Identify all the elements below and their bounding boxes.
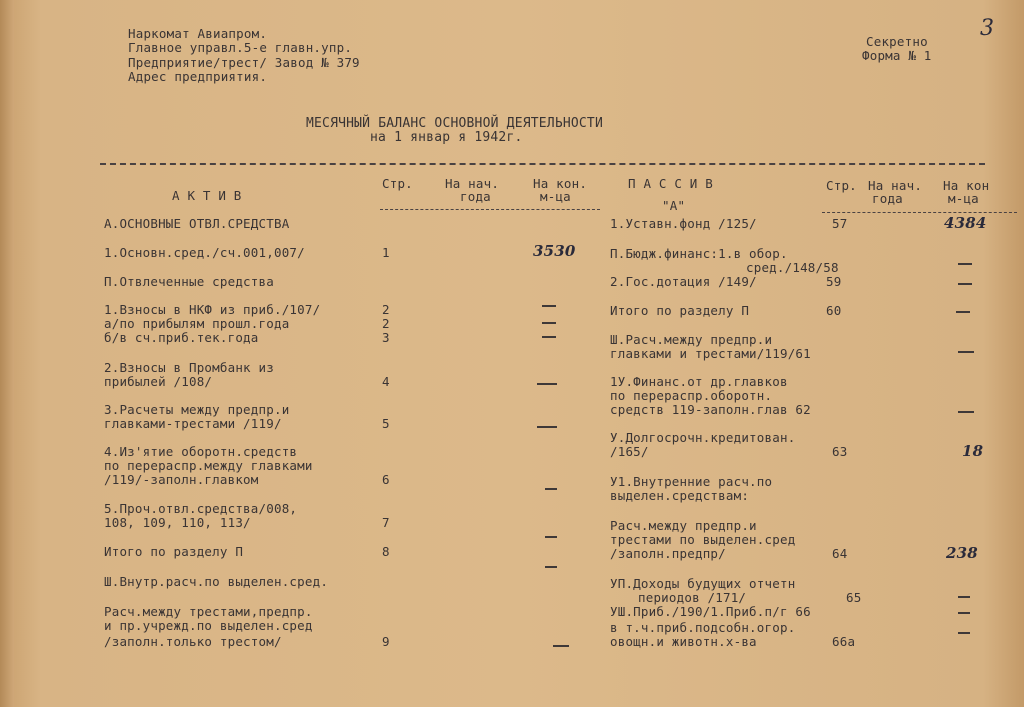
empty-dash (553, 645, 569, 647)
passiv-row-label: средств 119-заполн.глав 62 (610, 402, 811, 417)
aktiv-row-label: 1.Основн.сред./сч.001,007/ (104, 245, 305, 260)
empty-dash (537, 426, 557, 428)
aktiv-row-label: Расч.между трестами,предпр. (104, 604, 313, 619)
passiv-row-value: 4384 (944, 214, 987, 232)
col-aktiv: А К Т И В (172, 188, 242, 203)
passiv-row-num: 57 (832, 216, 848, 231)
passiv-row-value: 238 (946, 544, 978, 562)
aktiv-row-num: 9 (382, 634, 390, 649)
passiv-row-num: 60 (826, 303, 842, 318)
passiv-row-label: главками и трестами/119/61 (610, 346, 811, 361)
col-p-kon-sub: м-ца (948, 191, 979, 206)
passiv-row-label: по перераспр.оборотн. (610, 388, 773, 403)
aktiv-row-num: 4 (382, 374, 390, 389)
col-nach: На нач. (445, 176, 500, 191)
section-heading: У1.Внутренние расч.по (610, 474, 773, 489)
passiv-row-label: сред./148/58 (746, 260, 839, 275)
col-passiv-sub: "А" (662, 198, 686, 213)
empty-dash (545, 536, 557, 538)
page-number: 3 (980, 16, 995, 41)
passiv-row-label: 1У.Финанс.от др.главков (610, 374, 788, 389)
aktiv-row-label: /заполн.только трестом/ (104, 634, 282, 649)
aktiv-row-num: 8 (382, 544, 390, 559)
passiv-row-label: УП.Доходы будущих отчетн (610, 576, 796, 591)
passiv-row-label: овощн.и животн.х-ва (610, 634, 757, 649)
empty-dash (958, 411, 974, 413)
section-heading: А.ОСНОВНЫЕ ОТВЛ.СРЕДСТВА (104, 216, 290, 231)
col-passiv: П А С С И В (628, 176, 713, 191)
passiv-row-label: Расч.между предпр.и (610, 518, 757, 533)
passiv-row-label: /165/ (610, 444, 649, 459)
header-underline (380, 209, 600, 210)
passiv-row-num: 63 (832, 444, 848, 459)
empty-dash (542, 336, 556, 338)
passiv-row-label: УШ.Приб./190/1.Приб.п/г 66 (610, 604, 811, 619)
col-p-nach: На нач. (868, 178, 923, 193)
aktiv-row-num: 3 (382, 330, 390, 345)
aktiv-row-label: 108, 109, 110, 113/ (104, 515, 251, 530)
col-p-nach-sub: года (872, 191, 903, 206)
top-rule (100, 163, 985, 165)
empty-dash (545, 566, 557, 568)
col-str: Стр. (382, 176, 413, 191)
passiv-row-num: 59 (826, 274, 842, 289)
empty-dash (542, 322, 556, 324)
aktiv-row-label: прибылей /108/ (104, 374, 213, 389)
aktiv-row-value: 3530 (533, 242, 576, 260)
passiv-row-label: Ш.Расч.между предпр.и (610, 332, 773, 347)
org-line: Наркомат Авиапром. (128, 26, 268, 41)
aktiv-row-label: и пр.учрежд.по выделен.сред (104, 618, 313, 633)
aktiv-row-label: 4.Из'ятие оборотн.средств (104, 444, 298, 459)
passiv-row-num: 64 (832, 546, 848, 561)
aktiv-row-num: 6 (382, 472, 390, 487)
empty-dash (542, 305, 556, 307)
empty-dash (537, 383, 557, 385)
empty-dash (958, 632, 970, 634)
passiv-row-label: П.Бюдж.финанс:1.в обор. (610, 246, 788, 261)
aktiv-row-label: /119/-заполн.главком (104, 472, 259, 487)
passiv-row-label: У.Долгосрочн.кредитован. (610, 430, 796, 445)
col-kon: На кон. (533, 176, 588, 191)
col-p-kon: На кон (943, 178, 990, 193)
empty-dash (958, 612, 970, 614)
aktiv-row-label: 3.Расчеты между предпр.и (104, 402, 290, 417)
section-heading: выделен.средствам: (610, 488, 750, 503)
col-nach-sub: года (460, 189, 491, 204)
passiv-row-label: /заполн.предпр/ (610, 546, 726, 561)
page-shadow-edge (0, 0, 14, 707)
aktiv-row-num: 2 (382, 316, 390, 331)
passiv-total-label: Итого по разделу П (610, 303, 750, 318)
aktiv-row-label: а/по прибылям прошл.года (104, 316, 290, 331)
aktiv-row-label: 1.Взносы в НКФ из приб./107/ (104, 302, 321, 317)
form-number: Форма № 1 (862, 48, 932, 63)
aktiv-row-label: по перераспр.между главками (104, 458, 313, 473)
empty-dash (958, 351, 974, 353)
aktiv-row-label: главками-трестами /119/ (104, 416, 282, 431)
doc-title: МЕСЯЧНЫЙ БАЛАНС ОСНОВНОЙ ДЕЯТЕЛЬНОСТИ (306, 116, 603, 131)
org-line: Предприятие/трест/ Завод № 379 (128, 55, 360, 70)
col-kon-sub: м-ца (540, 189, 571, 204)
org-line: Главное управл.5-е главн.упр. (128, 40, 353, 55)
passiv-row-label: периодов /171/ (638, 590, 747, 605)
empty-dash (545, 488, 557, 490)
passiv-row-label: трестами по выделен.сред (610, 532, 796, 547)
empty-dash (958, 283, 972, 285)
secret-stamp: Секретно (866, 34, 928, 49)
passiv-row-num: 65 (846, 590, 862, 605)
passiv-row-label: 2.Гос.дотация /149/ (610, 274, 757, 289)
org-line: Адрес предприятия. (128, 69, 268, 84)
aktiv-row-num: 2 (382, 302, 390, 317)
section-heading: П.Отвлеченные средства (104, 274, 274, 289)
empty-dash (956, 311, 970, 313)
empty-dash (958, 596, 970, 598)
passiv-row-value: 18 (962, 442, 984, 460)
passiv-row-label: в т.ч.приб.подсобн.огор. (610, 620, 796, 635)
aktiv-row-label: 5.Проч.отвл.средства/008, (104, 501, 298, 516)
col-p-str: Стр. (826, 178, 857, 193)
passiv-row-num: 66а (832, 634, 856, 649)
aktiv-total-label: Итого по разделу П (104, 544, 244, 559)
passiv-row-label: 1.Уставн.фонд /125/ (610, 216, 757, 231)
aktiv-row-label: 2.Взносы в Промбанк из (104, 360, 274, 375)
aktiv-row-num: 5 (382, 416, 390, 431)
aktiv-row-num: 7 (382, 515, 390, 530)
aktiv-row-num: 1 (382, 245, 390, 260)
section-heading: Ш.Внутр.расч.по выделен.сред. (104, 574, 329, 589)
doc-date: на 1 январ я 1942г. (370, 130, 523, 145)
empty-dash (958, 263, 972, 265)
aktiv-row-label: б/в сч.приб.тек.года (104, 330, 259, 345)
header-underline (822, 212, 1017, 213)
